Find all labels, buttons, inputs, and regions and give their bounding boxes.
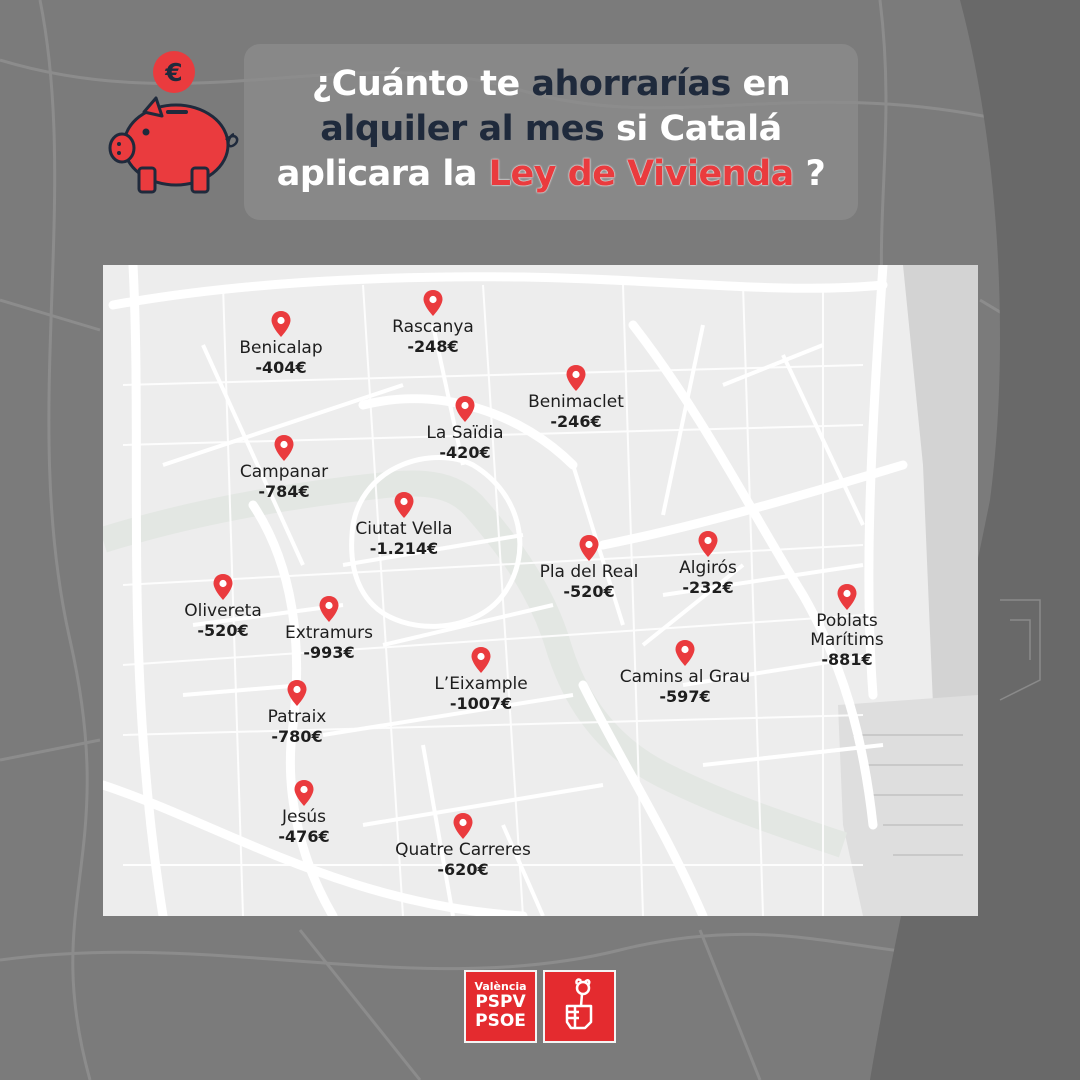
district-saving: -597€ bbox=[659, 687, 711, 706]
district-name: Camins al Grau bbox=[619, 667, 751, 687]
location-pin-icon bbox=[470, 646, 492, 674]
location-pin-icon bbox=[454, 395, 476, 423]
district-marker-quatre-carreres[interactable] bbox=[373, 812, 553, 880]
location-pin-icon bbox=[212, 573, 234, 601]
district-saving: -784€ bbox=[258, 482, 310, 501]
headline-part: ? bbox=[793, 154, 826, 194]
headline bbox=[244, 62, 858, 197]
fist-rose-logo bbox=[543, 970, 616, 1043]
district-name: Benimaclet bbox=[528, 392, 624, 412]
headline-part: ¿Cuánto te bbox=[311, 64, 532, 104]
district-marker-jesus[interactable] bbox=[214, 779, 394, 847]
district-name: Patraix bbox=[267, 707, 327, 727]
district-map[interactable] bbox=[103, 265, 978, 916]
district-name: La Saïdia bbox=[426, 423, 504, 443]
location-pin-icon bbox=[393, 491, 415, 519]
location-pin-icon bbox=[697, 530, 719, 558]
location-pin-icon bbox=[452, 812, 474, 840]
district-saving: -520€ bbox=[197, 621, 249, 640]
location-pin-icon bbox=[318, 595, 340, 623]
district-name: Poblats Marítims bbox=[810, 611, 884, 650]
district-marker-rascanya[interactable] bbox=[343, 289, 523, 357]
district-saving: -993€ bbox=[303, 643, 355, 662]
district-name: Ciutat Vella bbox=[355, 519, 453, 539]
location-pin-icon bbox=[674, 639, 696, 667]
pspv-psoe-logo bbox=[464, 970, 537, 1043]
district-name: Olivereta bbox=[184, 601, 262, 621]
district-marker-leixample[interactable] bbox=[391, 646, 571, 714]
headline-highlight-savings: ahorrarías bbox=[531, 64, 731, 104]
district-name: Extramurs bbox=[284, 623, 374, 643]
headline-highlight-rent: alquiler al mes bbox=[320, 109, 605, 149]
location-pin-icon bbox=[836, 583, 858, 611]
location-pin-icon bbox=[293, 779, 315, 807]
district-marker-la-saidia[interactable] bbox=[375, 395, 555, 463]
headline-part: en bbox=[730, 64, 791, 104]
district-saving: -476€ bbox=[278, 827, 330, 846]
district-marker-camins-al-grau[interactable] bbox=[595, 639, 775, 707]
district-saving: -780€ bbox=[271, 727, 323, 746]
euro-coin-icon: € bbox=[165, 58, 183, 87]
district-name: Rascanya bbox=[392, 317, 474, 337]
district-name: Benicalap bbox=[239, 338, 323, 358]
district-saving: -248€ bbox=[407, 337, 459, 356]
district-name: Jesús bbox=[282, 807, 326, 827]
location-pin-icon bbox=[273, 434, 295, 462]
district-name: Pla del Real bbox=[539, 562, 639, 582]
district-saving: -881€ bbox=[821, 650, 873, 669]
district-saving: -246€ bbox=[550, 412, 602, 431]
district-name: Quatre Carreres bbox=[395, 840, 531, 860]
district-saving: -420€ bbox=[439, 443, 491, 462]
logo-line-1: PSPV bbox=[475, 992, 526, 1012]
district-saving: -620€ bbox=[437, 860, 489, 879]
logo-line-2: PSOE bbox=[475, 1011, 526, 1031]
location-pin-icon bbox=[422, 289, 444, 317]
district-saving: -404€ bbox=[255, 358, 307, 377]
district-marker-ciutat-vella[interactable] bbox=[314, 491, 494, 559]
fist-rose-icon bbox=[545, 972, 614, 1041]
district-marker-patraix[interactable] bbox=[207, 679, 387, 747]
headline-highlight-law: Ley de Vivienda bbox=[488, 154, 794, 194]
location-pin-icon bbox=[565, 364, 587, 392]
headline-part: si Catalá bbox=[604, 109, 782, 149]
logo-city: València bbox=[474, 980, 527, 993]
piggy-bank-icon bbox=[104, 50, 244, 200]
district-saving: -1007€ bbox=[449, 694, 513, 713]
district-saving: -232€ bbox=[682, 578, 734, 597]
location-pin-icon bbox=[578, 534, 600, 562]
district-name: Algirós bbox=[679, 558, 737, 578]
title-panel bbox=[244, 44, 858, 220]
location-pin-icon bbox=[270, 310, 292, 338]
district-saving: -1.214€ bbox=[369, 539, 439, 558]
headline-part: aplicara la bbox=[276, 154, 489, 194]
district-marker-poblats-maritims[interactable] bbox=[757, 583, 937, 670]
location-pin-icon bbox=[286, 679, 308, 707]
district-name: L’Eixample bbox=[434, 674, 528, 694]
district-saving: -520€ bbox=[563, 582, 615, 601]
district-name: Campanar bbox=[239, 462, 329, 482]
